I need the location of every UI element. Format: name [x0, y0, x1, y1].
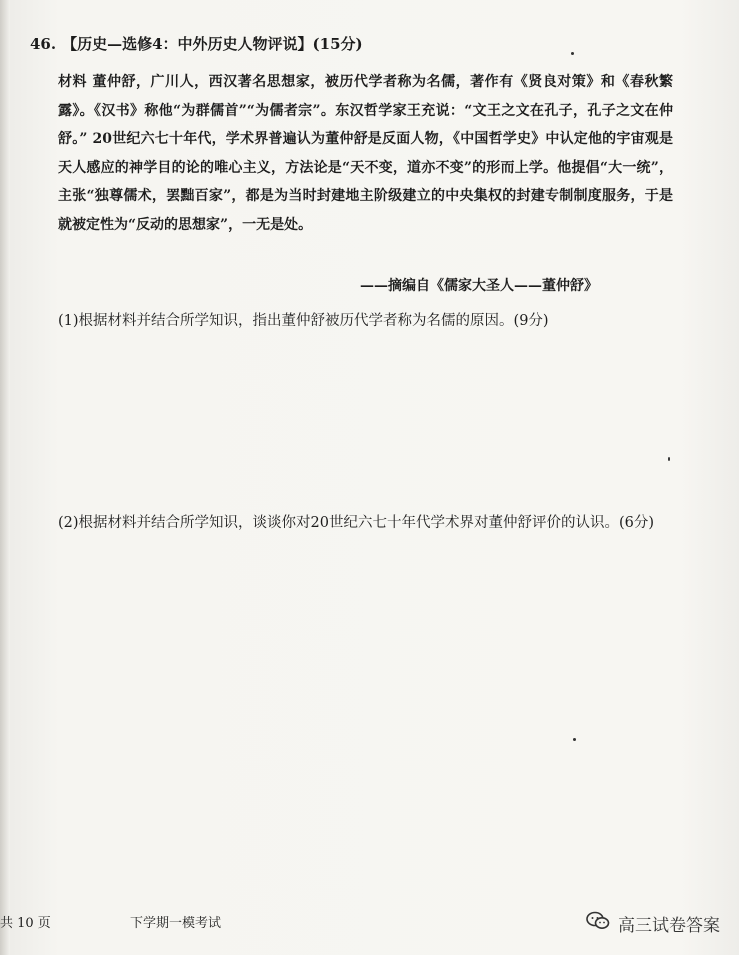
question-number: 46.	[30, 35, 57, 53]
footer-exam-name: 下学期一模考试	[130, 916, 222, 931]
scan-speck	[571, 52, 574, 55]
sub-question-2: (2)根据材料并结合所学知识，谈谈你对20世纪六七十年代学术界对董仲舒评价的认识。(6分)	[58, 515, 655, 531]
page-edge-shadow	[0, 0, 10, 955]
material-text: 材料 董仲舒，广川人，西汉著名思想家，被历代学者称为名儒，著作有《贤良对策》和《春秋繁露》。《汉书》称他“为群儒首”“为儒者宗”。东汉哲学家王充说：“文王之文在孔子，孔子之文在仲舒。” 20世纪六七十年代，学术界普遍认为董仲舒是反面人物，《中国哲学史》中认定他的宇宙观是天人感应的神学目的论的唯心主义，方法论是“天不变，道亦不变”的形而上学。他提倡“大一统”，主张“独尊儒术，罢黜百家”，都是为当时封建地主阶级建立的中央集权的封建专制制度服务，于是就被定性为“反动的思想家”，一无是处。	[58, 74, 673, 233]
scan-speck	[668, 457, 670, 461]
wechat-icon	[586, 911, 618, 936]
question-header	[30, 33, 363, 54]
footer-page-count: 共 10 页	[0, 916, 51, 931]
question-title: 【历史—选修4：中外历史人物评说】(15分)	[62, 35, 363, 53]
watermark-text: 高三试卷答案	[618, 916, 720, 936]
scan-speck	[573, 738, 576, 741]
sub-question-1: (1)根据材料并结合所学知识，指出董仲舒被历代学者称为名儒的原因。(9分)	[58, 313, 549, 329]
material-source: ——摘编自《儒家大圣人——董仲舒》	[360, 278, 598, 294]
watermark	[586, 911, 720, 936]
